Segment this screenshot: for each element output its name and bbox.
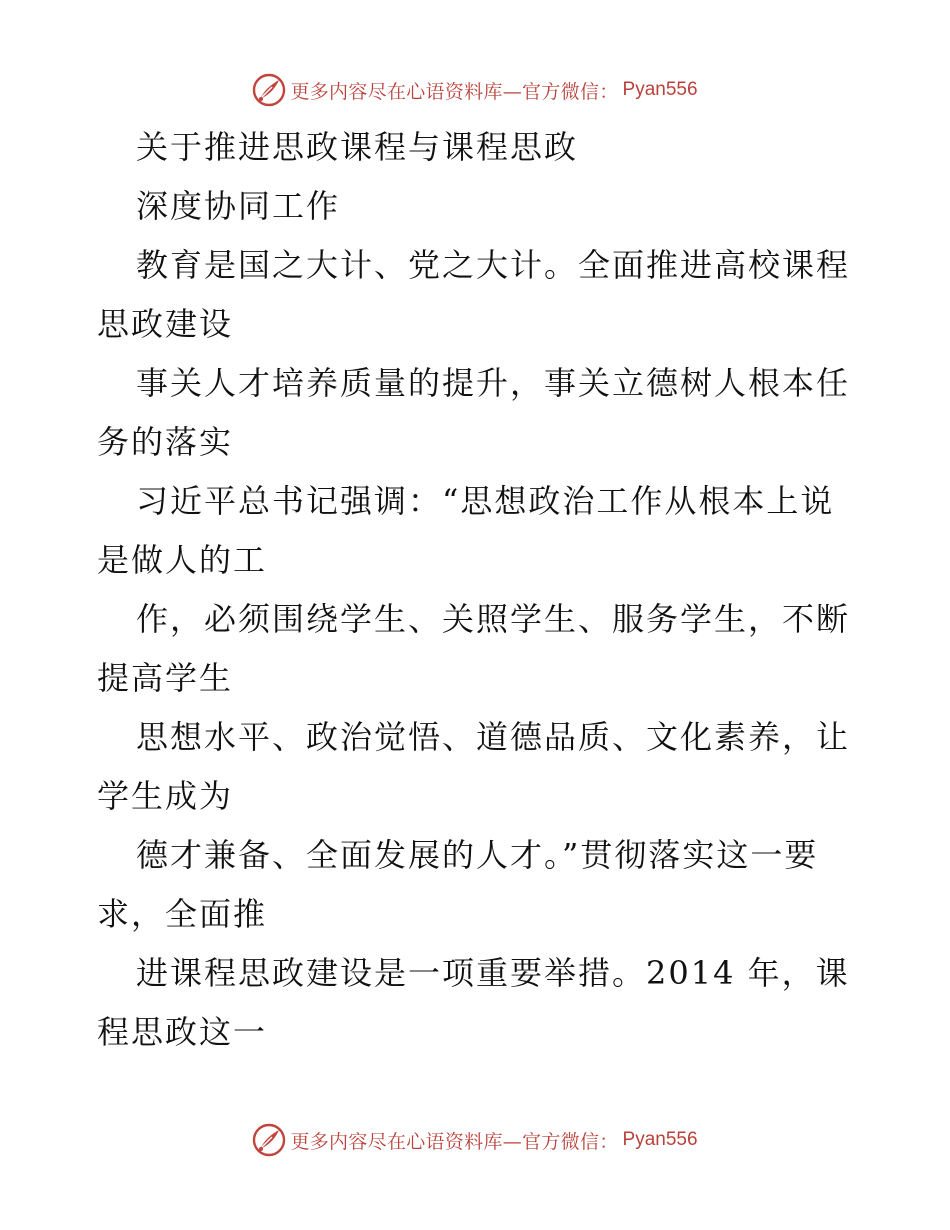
paragraph-line: 学生成为 bbox=[97, 777, 234, 815]
paragraph-line: 进课程思政建设是一项重要举措。2014 年，课 bbox=[136, 954, 850, 992]
paragraph-line: 提高学生 bbox=[97, 659, 234, 697]
paragraph-line: 事关人才培养质量的提升，事关立德树人根本任 bbox=[136, 364, 851, 402]
title-line-1: 关于推进思政课程与课程思政 bbox=[136, 128, 579, 166]
paragraph-line: 德才兼备、全面发展的人才。”贯彻落实这一要 bbox=[136, 836, 819, 874]
paragraph-line: 是做人的工 bbox=[97, 541, 268, 579]
quill-logo-icon bbox=[252, 1123, 286, 1157]
header-banner bbox=[0, 70, 950, 110]
quill-logo-icon bbox=[252, 73, 286, 107]
paragraph-line: 教育是国之大计、党之大计。全面推进高校课程 bbox=[136, 246, 851, 284]
paragraph-line: 思想水平、政治觉悟、道德品质、文化素养，让 bbox=[136, 718, 851, 756]
footer-banner bbox=[0, 1120, 950, 1160]
banner-text: 更多内容尽在心语资料库—官方微信： bbox=[290, 80, 619, 103]
paragraph-line: 程思政这一 bbox=[97, 1013, 268, 1051]
banner-text: 更多内容尽在心语资料库—官方微信： bbox=[290, 1130, 619, 1153]
title-line-2: 深度协同工作 bbox=[136, 187, 341, 225]
paragraph-line: 思政建设 bbox=[97, 305, 234, 343]
paragraph-line: 作，必须围绕学生、关照学生、服务学生，不断 bbox=[136, 600, 851, 638]
paragraph-line: 求，全面推 bbox=[97, 895, 268, 933]
wechat-id: Pyan556 bbox=[622, 79, 698, 100]
paragraph-line: 习近平总书记强调：“思想政治工作从根本上说 bbox=[136, 482, 835, 520]
paragraph-line: 务的落实 bbox=[97, 423, 234, 461]
wechat-id: Pyan556 bbox=[622, 1129, 698, 1150]
